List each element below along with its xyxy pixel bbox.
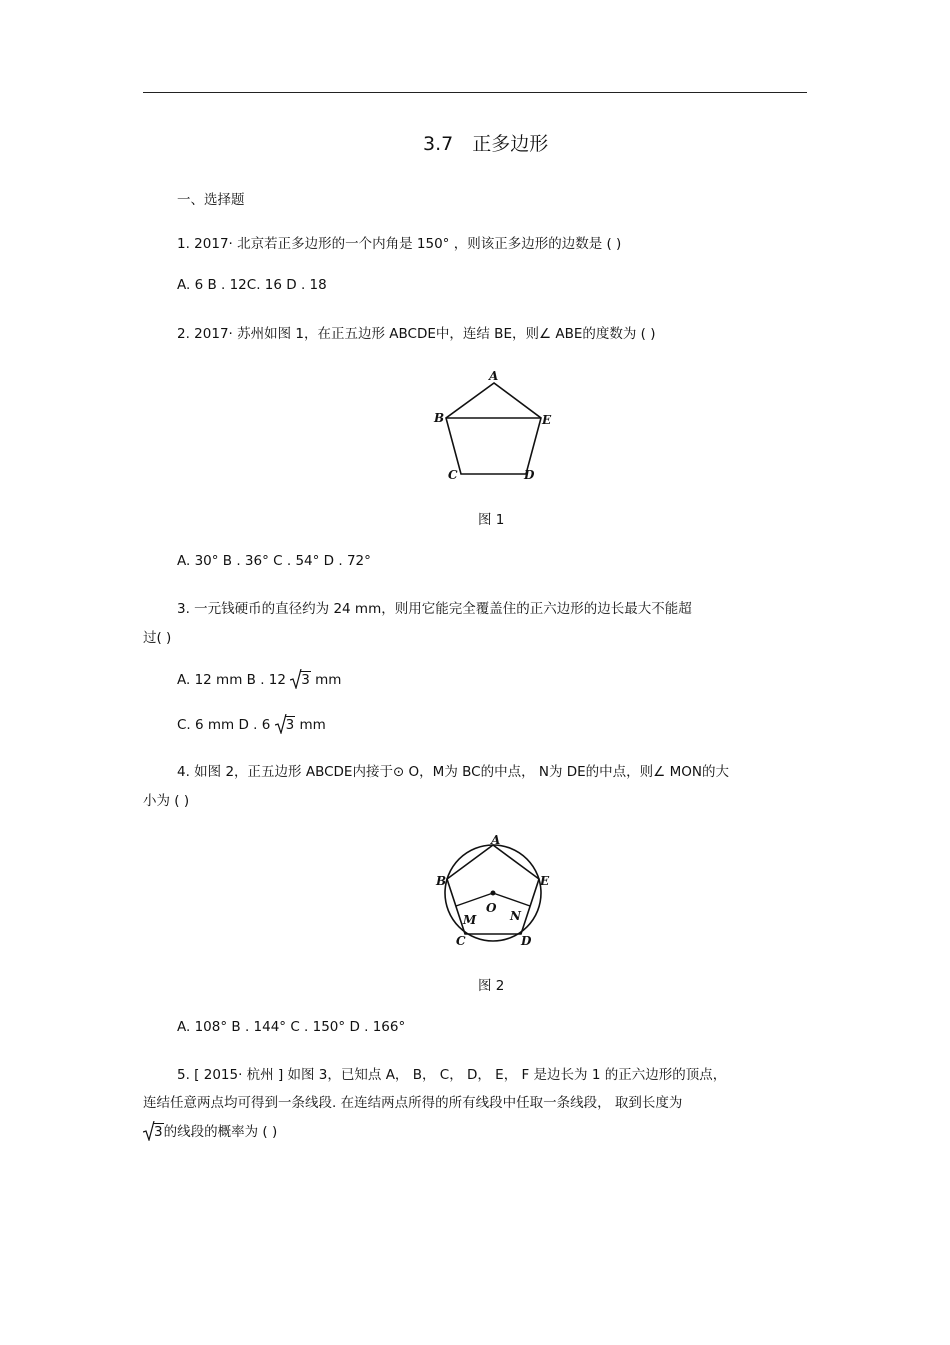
label-e: E	[540, 874, 550, 888]
label-d: D	[521, 934, 532, 948]
question-5-text-line2: 连结任意两点均可得到一条线段. 在连结两点所得的所有线段中任取一条线段， 取到长度为	[143, 1095, 683, 1111]
question-3-text-line1: 3. 一元钱硬币的直径约为 24 mm，则用它能完全覆盖住的正六边形的边长最大不能超	[177, 601, 692, 617]
page-title: 3.7 正多边形	[423, 133, 549, 155]
question-5-text-line3	[143, 1120, 277, 1140]
question-4-text-line2: 小为 ( )	[143, 793, 190, 809]
label-c: C	[456, 934, 466, 948]
label-m: M	[463, 913, 477, 927]
label-a: A	[491, 833, 501, 847]
figure-2-caption: 图 2	[478, 978, 505, 994]
sqrt-3	[275, 717, 296, 733]
label-b: B	[434, 411, 445, 425]
question-3-options-ab	[177, 672, 341, 688]
label-n: N	[510, 909, 521, 923]
figure-1-caption: 图 1	[478, 512, 505, 528]
question-2-text: 2. 2017· 苏州如图 1，在正五边形 ABCDE中，连结 BE，则∠ ABE的度数为 ( )	[177, 326, 656, 342]
figure-1-pentagon	[425, 366, 555, 486]
radicand: 3	[154, 1124, 163, 1140]
pentagon-outline	[446, 383, 541, 474]
option-c-prefix: C. 6 mm D . 6	[177, 717, 275, 733]
question-1-options: A. 6 B . 12C. 16 D . 18	[177, 277, 327, 293]
label-b: B	[436, 874, 447, 888]
question-3-text-line2: 过( )	[143, 630, 172, 646]
question-5-line3-text: 的线段的概率为 ( )	[163, 1124, 278, 1140]
radical-icon	[143, 1121, 155, 1141]
radicand: 3	[285, 717, 295, 733]
question-5-text-line1: 5. [ 2015· 杭州 ] 如图 3，已知点 A， B， C， D， E， F 是边长为 1 的正六边形的顶点，	[177, 1067, 727, 1083]
question-4-options: A. 108° B . 144° C . 150° D . 166°	[177, 1019, 406, 1035]
label-e: E	[542, 413, 552, 427]
question-2-options: A. 30° B . 36° C . 54° D . 72°	[177, 553, 371, 569]
label-c: C	[448, 468, 458, 482]
radical-icon	[275, 714, 287, 734]
option-b-suffix: mm	[310, 672, 342, 688]
option-d-suffix: mm	[295, 717, 326, 733]
question-3-options-cd	[177, 717, 326, 733]
section-heading: 一、选择题	[177, 192, 245, 208]
sqrt-3	[143, 1124, 164, 1140]
question-4-text-line1: 4. 如图 2，正五边形 ABCDE内接于⊙ O，M为 BC的中点， N为 DE的中点，则∠ MON的大	[177, 764, 729, 780]
label-a: A	[489, 369, 499, 383]
radicand: 3	[301, 672, 310, 688]
sqrt-3	[290, 672, 311, 688]
question-1-text: 1. 2017· 北京若正多边形的一个内角是 150° ，则该正多边形的边数是 ( )	[177, 236, 622, 252]
label-d: D	[524, 468, 535, 482]
radical-icon	[290, 669, 302, 689]
top-rule	[143, 92, 807, 93]
option-a-prefix: A. 12 mm B . 12	[177, 672, 291, 688]
label-o: O	[486, 901, 497, 915]
figure-2-inscribed-pentagon	[425, 830, 555, 955]
segment-on	[493, 893, 530, 906]
center-point	[491, 891, 496, 896]
